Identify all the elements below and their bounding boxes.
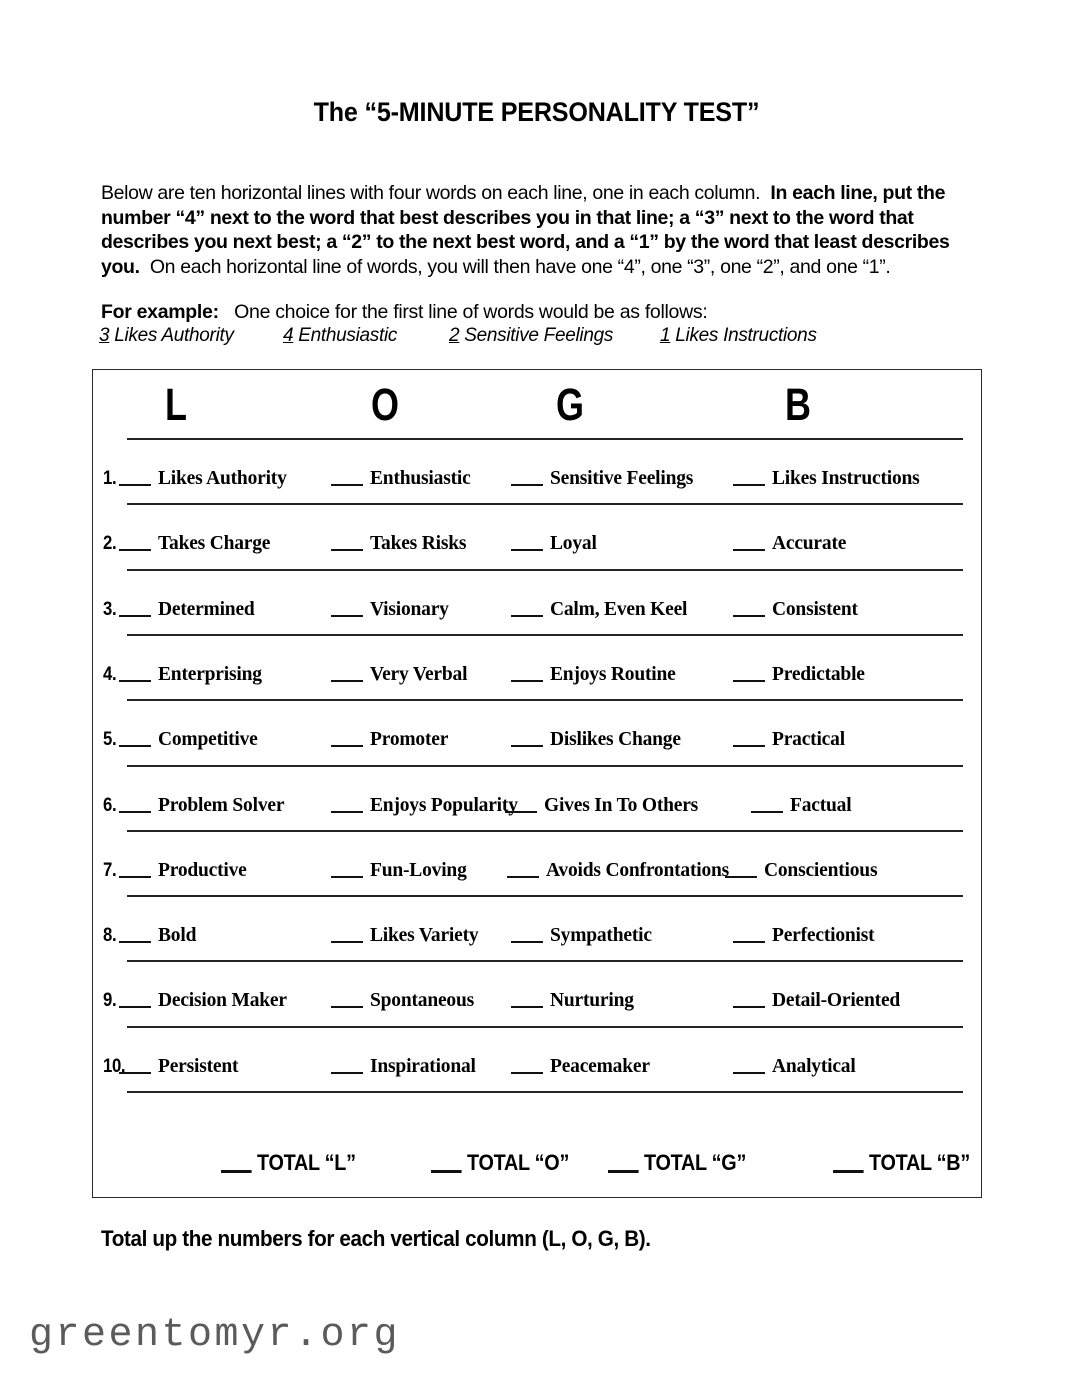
totals-row: [93, 1150, 983, 1184]
cell-label: Spontaneous: [370, 990, 475, 1012]
score-blank-b[interactable]: [733, 941, 765, 943]
score-blank-l[interactable]: [119, 549, 151, 551]
cell-label: Conscientious: [764, 859, 878, 881]
score-blank-o[interactable]: [331, 484, 363, 486]
cell-g: [511, 1056, 650, 1078]
total-g: [608, 1150, 746, 1176]
score-blank-o[interactable]: [331, 615, 363, 617]
example-label: For example:: [101, 301, 219, 323]
example-answer-l: [99, 325, 234, 347]
example-answer-l-number: 3: [99, 325, 110, 346]
table-row: [93, 990, 983, 1020]
cell-g: [511, 664, 676, 686]
table-row: [93, 860, 983, 890]
total-l-label: TOTAL “L”: [257, 1150, 356, 1175]
cell-label: Sensitive Feelings: [550, 468, 694, 489]
score-blank-g[interactable]: [511, 484, 543, 486]
cell-b: [725, 860, 877, 882]
score-blank-o[interactable]: [331, 745, 363, 747]
table-row: [93, 599, 983, 629]
example-line: [101, 301, 707, 324]
cell-label: Accurate: [772, 533, 847, 555]
row-number: 10.: [103, 1055, 126, 1077]
cell-label: Perfectionist: [772, 925, 875, 947]
cell-l: [119, 468, 287, 490]
example-answer-l-word: Likes Authority: [114, 325, 234, 346]
cell-label: Competitive: [158, 729, 258, 751]
cell-label: Decision Maker: [158, 990, 287, 1012]
table-row: [93, 533, 983, 563]
cell-label: Predictable: [772, 663, 865, 685]
cell-l: [119, 533, 270, 555]
cell-label: Consistent: [772, 598, 858, 620]
cell-g: [507, 860, 729, 882]
score-blank-g[interactable]: [511, 941, 543, 943]
cell-label: Dislikes Change: [550, 729, 681, 751]
cell-o: [331, 664, 467, 686]
table-rule: [127, 569, 963, 571]
row-number: 5.: [103, 729, 117, 751]
cell-o: [331, 990, 474, 1012]
cell-l: [119, 925, 196, 947]
cell-label: Nurturing: [550, 990, 634, 1012]
score-blank-o[interactable]: [331, 811, 363, 813]
cell-b: [733, 990, 900, 1012]
cell-label: Practical: [772, 729, 845, 751]
cell-label: Loyal: [550, 533, 597, 555]
score-blank-o[interactable]: [331, 941, 363, 943]
total-l-blank[interactable]: [221, 1170, 252, 1173]
cell-label: Productive: [158, 859, 247, 881]
intro-paragraph: [101, 181, 969, 279]
table-row: [93, 468, 983, 498]
score-blank-l[interactable]: [119, 484, 151, 486]
cell-o: [331, 599, 449, 621]
cell-label: Calm, Even Keel: [550, 598, 688, 620]
table-rule: [127, 960, 963, 962]
cell-label: Factual: [790, 794, 852, 816]
example-answers: [99, 325, 979, 349]
cell-o: [331, 860, 467, 882]
table-rule: [127, 765, 963, 767]
cell-label: Fun-Loving: [370, 859, 467, 881]
score-blank-b[interactable]: [733, 745, 765, 747]
total-o-blank[interactable]: [431, 1170, 462, 1173]
score-blank-g[interactable]: [511, 745, 543, 747]
row-number: 2.: [103, 533, 117, 555]
cell-l: [119, 990, 287, 1012]
table-rule: [127, 830, 963, 832]
cell-label: Enthusiastic: [370, 468, 471, 489]
table-rule: [127, 895, 963, 897]
cell-o: [331, 533, 466, 555]
cell-label: Peacemaker: [550, 1055, 650, 1077]
score-blank-l[interactable]: [119, 680, 151, 682]
cell-b: [733, 468, 920, 490]
score-blank-l[interactable]: [119, 1006, 151, 1008]
cell-label: Problem Solver: [158, 794, 285, 816]
row-number: 7.: [103, 859, 117, 881]
cell-label: Likes Instructions: [772, 468, 920, 489]
example-answer-o: [283, 325, 397, 347]
table-rule: [127, 503, 963, 505]
cell-l: [119, 1056, 238, 1078]
cell-l: [119, 729, 258, 751]
cell-label: Analytical: [772, 1055, 856, 1077]
example-answer-b-word: Likes Instructions: [675, 325, 817, 346]
example-answer-o-number: 4: [283, 325, 294, 346]
footer-instruction: Total up the numbers for each vertical column (L, O, G, B).: [101, 1226, 651, 1251]
score-blank-l[interactable]: [119, 1072, 151, 1074]
cell-label: Enterprising: [158, 663, 262, 685]
table-rule: [127, 438, 963, 440]
column-header-b: B: [785, 379, 811, 430]
cell-g: [511, 533, 597, 555]
table-row: [93, 664, 983, 694]
cell-label: Takes Charge: [158, 533, 271, 555]
page-title: The “5-MINUTE PERSONALITY TEST”: [313, 97, 760, 127]
example-answer-g-number: 2: [449, 325, 460, 346]
cell-label: Persistent: [158, 1055, 239, 1077]
cell-l: [119, 795, 284, 817]
cell-b: [733, 729, 845, 751]
column-header-o: O: [371, 379, 400, 430]
score-blank-l[interactable]: [119, 615, 151, 617]
cell-label: Determined: [158, 598, 255, 620]
cell-g: [511, 599, 687, 621]
cell-label: Takes Risks: [370, 533, 467, 555]
score-blank-g[interactable]: [511, 549, 543, 551]
score-blank-g[interactable]: [511, 615, 543, 617]
cell-l: [119, 599, 255, 621]
score-blank-l[interactable]: [119, 745, 151, 747]
total-g-blank[interactable]: [608, 1170, 639, 1173]
cell-o: [331, 1056, 476, 1078]
score-blank-b[interactable]: [733, 615, 765, 617]
cell-g: [511, 925, 652, 947]
score-blank-g[interactable]: [511, 1006, 543, 1008]
cell-l: [119, 664, 262, 686]
table-row: [93, 1056, 983, 1086]
cell-b: [733, 533, 846, 555]
column-header-row: [93, 380, 983, 440]
table-rule: [127, 634, 963, 636]
cell-o: [331, 468, 471, 490]
total-l: [221, 1150, 356, 1176]
cell-label: Likes Authority: [158, 468, 287, 489]
watermark: greentomyr.org: [29, 1313, 401, 1358]
row-number: 8.: [103, 925, 117, 947]
cell-o: [331, 795, 518, 817]
cell-label: Gives In To Others: [544, 794, 699, 816]
score-blank-l[interactable]: [119, 876, 151, 878]
total-g-label: TOTAL “G”: [644, 1150, 747, 1175]
score-blank-g[interactable]: [507, 876, 539, 878]
score-blank-b[interactable]: [733, 680, 765, 682]
cell-g: [511, 990, 634, 1012]
row-number: 6.: [103, 794, 117, 816]
table-row: [93, 795, 983, 825]
cell-label: Bold: [158, 925, 197, 947]
cell-label: Enjoys Routine: [550, 663, 676, 685]
cell-label: Promoter: [370, 729, 449, 751]
table-rule: [127, 699, 963, 701]
score-blank-b[interactable]: [733, 1072, 765, 1074]
score-blank-o[interactable]: [331, 680, 363, 682]
table-rule: [127, 1026, 963, 1028]
cell-label: Detail-Oriented: [772, 990, 901, 1012]
score-blank-o[interactable]: [331, 876, 363, 878]
cell-label: Likes Variety: [370, 925, 479, 947]
score-blank-o[interactable]: [331, 1006, 363, 1008]
cell-o: [331, 925, 478, 947]
cell-label: Inspirational: [370, 1055, 476, 1077]
cell-g: [505, 795, 698, 817]
score-blank-g[interactable]: [505, 811, 537, 813]
cell-o: [331, 729, 448, 751]
total-o: [431, 1150, 569, 1176]
row-number: 3.: [103, 598, 117, 620]
intro-sentence-2-bold: In each line, put the number “4” next to the word that best describes you in that line; a “3” next to the word that describes you next best; a “2” to the next best word, and a “1” by the word that least describes you.: [101, 182, 950, 278]
example-answer-o-word: Enthusiastic: [298, 325, 398, 346]
cell-label: Sympathetic: [550, 925, 652, 947]
score-blank-b[interactable]: [725, 876, 757, 878]
total-b: [833, 1150, 970, 1176]
column-header-l: L: [165, 379, 187, 430]
cell-label: Visionary: [370, 598, 449, 620]
score-blank-o[interactable]: [331, 1072, 363, 1074]
table-row: [93, 925, 983, 955]
total-b-blank[interactable]: [833, 1170, 864, 1173]
example-answer-g-word: Sensitive Feelings: [464, 325, 614, 346]
row-number: 1.: [103, 468, 117, 489]
cell-b: [733, 664, 865, 686]
intro-sentence-3: On each horizontal line of words, you will then have one “4”, one “3”, one “2”, and one “1”.: [149, 255, 891, 278]
cell-l: [119, 860, 247, 882]
example-answer-b-number: 1: [660, 325, 671, 346]
cell-label: Very Verbal: [370, 663, 468, 685]
score-blank-b[interactable]: [733, 1006, 765, 1008]
score-blank-l[interactable]: [119, 811, 151, 813]
cell-b: [733, 599, 858, 621]
cell-b: [751, 795, 851, 817]
score-blank-b[interactable]: [733, 484, 765, 486]
total-o-label: TOTAL “O”: [467, 1150, 570, 1175]
table-row: [93, 729, 983, 759]
intro-sentence-1: Below are ten horizontal lines with four words on each line, one in each column.: [101, 182, 761, 204]
total-b-label: TOTAL “B”: [869, 1150, 970, 1175]
cell-label: Avoids Confrontations: [546, 859, 730, 881]
cell-b: [733, 925, 874, 947]
cell-g: [511, 729, 681, 751]
cell-g: [511, 468, 693, 490]
row-number: 9.: [103, 990, 117, 1012]
example-answer-b: [660, 325, 817, 347]
score-blank-l[interactable]: [119, 941, 151, 943]
cell-label: Enjoys Popularity: [370, 794, 518, 816]
score-blank-g[interactable]: [511, 680, 543, 682]
score-blank-o[interactable]: [331, 549, 363, 551]
column-header-g: G: [556, 379, 585, 430]
cell-b: [733, 1056, 856, 1078]
row-number: 4.: [103, 663, 117, 685]
score-blank-g[interactable]: [511, 1072, 543, 1074]
personality-test-table: [92, 369, 982, 1198]
score-blank-b[interactable]: [733, 549, 765, 551]
example-text: One choice for the first line of words would be as follows:: [234, 301, 708, 323]
table-rule: [127, 1091, 963, 1093]
score-blank-b[interactable]: [751, 811, 783, 813]
example-answer-g: [449, 325, 613, 347]
